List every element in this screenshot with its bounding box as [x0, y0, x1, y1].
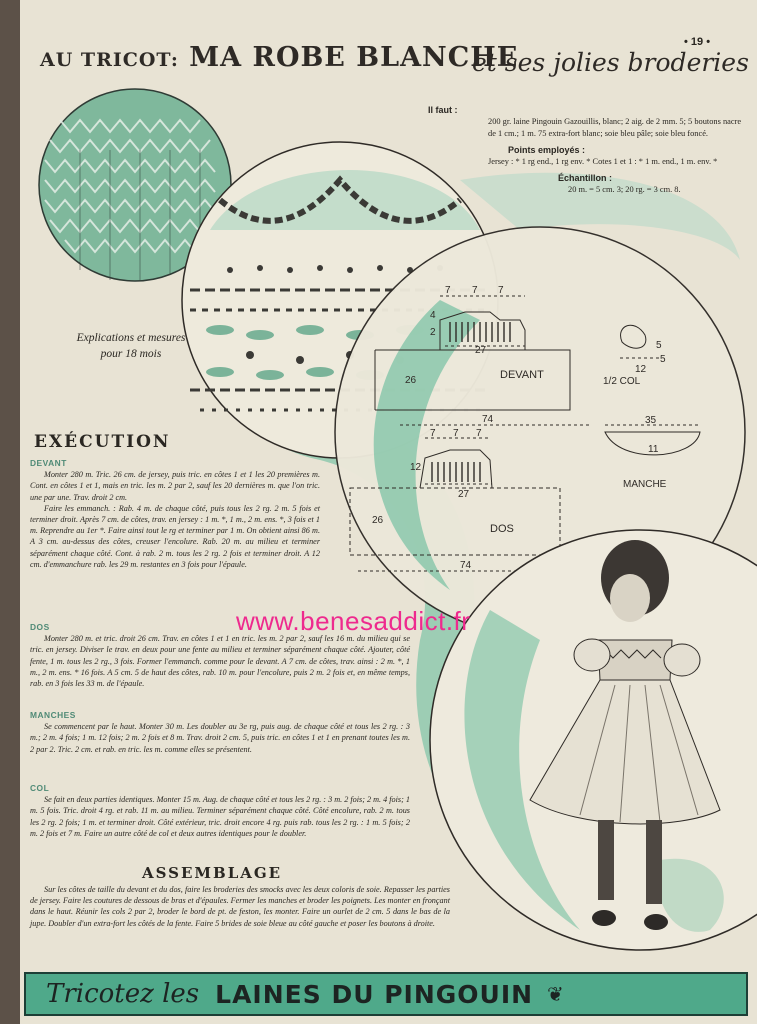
title-prefix: AU TRICOT:	[40, 49, 179, 71]
echantillon-text: 20 m. = 5 cm. 3; 20 rg. = 3 cm. 8.	[568, 185, 681, 194]
devant-dim-7b: 7	[472, 285, 478, 296]
devant-dim-7a: 7	[445, 285, 451, 296]
col-heading: COL	[30, 783, 50, 793]
devant-dim-7c: 7	[498, 285, 504, 296]
banner-script-text: Tricotez les	[46, 979, 200, 1009]
devant-section	[30, 458, 320, 570]
points-text: Jersey : * 1 rg end., 1 rg env. * Cotes 1 et 1 : * 1 m. end., 1 m. env. *	[488, 157, 718, 166]
col-section	[30, 783, 410, 839]
manches-paragraph: Se commencent par le haut. Monter 30 m. Les doubler au 3e rg, puis aug. de chaque côté et tous les 2 rg. : 3 m.; 2 m. 4 fois; 1 m. 12 fois; 2 m. 2 fois et 8 m. Trav. droit 2 cm. 5, puis tric. en côtes 1 et 1 en prenant toutes les m. 2 par 2. Tric. 2 cm. et rab. en tric. les m. comme elles se présentent.	[30, 722, 410, 754]
echantillon-heading: Échantillon :	[558, 173, 612, 183]
page-title	[40, 42, 518, 73]
dos-label: DOS	[490, 523, 514, 535]
col-dim-12: 12	[635, 364, 647, 375]
devant-dim-74: 74	[482, 414, 494, 425]
execution-title: EXÉCUTION	[34, 432, 171, 452]
assemblage-paragraph: Sur les côtes de taille du devant et du dos, faire les broderies des smocks avec les deux coloris de soie. Repasser les parties de jersey. Faire les coutures de dessous de bras et d'épaules. Fermer les manches et broder les poignets. Les monter en fronçant dans le haut. Réunir les cols 2 par 2, broder le bord de pt. de feston, les monter. Faire un ourlet de 2 cm. 5 dans le bas de la jupe. Doubler d'un extra-fort les côtés de la fente. Faire 5 brides de soie bleue au côté gauche et poser les boutons à droite.	[30, 885, 450, 928]
dos-heading: DOS	[30, 622, 50, 632]
page-number: • 19 •	[684, 36, 711, 48]
col-label: 1/2 COL	[603, 376, 641, 387]
col-paragraph: Se fait en deux parties identiques. Monter 15 m. Aug. de chaque côté et tous les 2 rg. : 3 m. 2 fois; 2 m. 4 fois; 1 m. 5 fois. Tric. droit 4 rg. et rab. 11 m. au milieu. Terminer séparément chaque côté. Côté encolure, rab. 2 m. tous les 2 rg. 2 fois; 1 m. et terminer droit. Côté extérieur, tric. droit encore 4 rg. puis rab. tous les 2 rg. : 1 m. 5 fois; 2 m. 2 fois et 7 m. Faire un autre côté de col et deux autres identiques pour le doubler.	[30, 795, 410, 838]
manches-section	[30, 710, 410, 755]
title-suffix: et ses jolies broderies	[472, 48, 749, 77]
devant-dim-4: 4	[430, 310, 436, 321]
advert-banner	[24, 972, 748, 1016]
manche-label: MANCHE	[623, 479, 667, 490]
col-dim-5a: 5	[656, 340, 662, 351]
devant-paragraph-2: Faire les emmanch. : Rab. 4 m. de chaque côté, puis tous les 2 rg. 2 m. 5 fois et terminer droit. Après 7 cm. de côtes, trav. en jersey : 1 m. *, 1 m., 2 m. ens. *, 3 fois et 1 m. Reprendre au 1er *. Faire ainsi tout le rg et terminer par 1 m. On obtient ainsi 86 m. A 3 cm. au-dessus des côtes, creuser l'encolure. Rab. 20 m. au milieu et terminer séparément chaque côté. Cont. à rab. 2 m. tous les 2 rg. 2 fois et terminer droit. A 12 cm. d'emmanchure rab. les 29 m. restantes en 3 fois pour l'épaule.	[30, 503, 320, 569]
dos-dim-7b: 7	[453, 428, 459, 439]
il-faut-heading: Il faut :	[428, 105, 458, 115]
explications-note: Explications et mesures pour 18 mois	[76, 332, 186, 360]
dos-dim-7a: 7	[430, 428, 436, 439]
col-dim-5b: 5	[660, 354, 666, 365]
dos-dim-7c: 7	[476, 428, 482, 439]
points-heading: Points employés :	[508, 145, 586, 155]
devant-label: DEVANT	[500, 369, 544, 381]
manche-dim-11: 11	[648, 444, 659, 455]
devant-dim-26: 26	[405, 375, 417, 386]
assemblage-title: ASSEMBLAGE	[142, 864, 283, 882]
banner-brand-text: LAINES DU PINGOUIN	[215, 979, 534, 1009]
materials-block	[428, 104, 748, 200]
dos-dim-26: 26	[372, 515, 384, 526]
manches-heading: MANCHES	[30, 710, 76, 720]
assemblage-section	[30, 884, 450, 929]
devant-paragraph-1: Monter 280 m. Tric. 26 cm. de jersey, puis tric. en côtes 1 et 1 les 20 premières m. Cont. en côtes 1 et 1, mais en tric. les m. 2 par 2, sauf les 20 dernières m. que l'on tric. une par une. Trav. droit 2 cm.	[30, 470, 320, 502]
dos-dim-12: 12	[410, 462, 422, 473]
il-faut-text: 200 gr. laine Pingouin Gazouillis, blanc; 2 aig. de 2 mm. 5; 5 boutons nacre de 1 cm.; 1 m. 75 extra-fort blanc; soie bleu pâle; soie bleu foncé.	[488, 117, 742, 138]
magazine-page	[20, 0, 757, 1024]
dos-dim-74: 74	[460, 560, 472, 571]
watermark-link[interactable]: www.benesaddict.fr	[236, 606, 471, 636]
dos-paragraph: Monter 280 m. et tric. droit 26 cm. Trav. en côtes 1 et 1 en tric. les m. 2 par 2, sauf les 16 m. du milieu qui se tric. en jersey. Diviser le trav. en deux pour une fente au milieu et terminer séparément chaque côté. Ajouter, côté fente, 1 m. tous les 2 rg., 3 fois. Former l'emmanch. comme pour le devant. A 7 cm. de côtes, trav. ainsi : 2 m. *, 1 m., 2 m. ens. * 16 fois. A 5 cm. 5 de haut des côtes, rab. 10 m. pour l'encolure, puis 2 m. 2 fois et, en même temps, rab. en 3 fois les 33 m. de l'épaule.	[30, 634, 410, 689]
cherry-icon: ❦	[547, 983, 564, 1006]
title-main: MA ROBE BLANCHE	[189, 42, 519, 73]
devant-heading: DEVANT	[30, 458, 67, 468]
devant-dim-27: 27	[475, 345, 487, 356]
manche-dim-35: 35	[645, 415, 657, 426]
dos-dim-27: 27	[458, 489, 470, 500]
devant-dim-2: 2	[430, 327, 436, 338]
